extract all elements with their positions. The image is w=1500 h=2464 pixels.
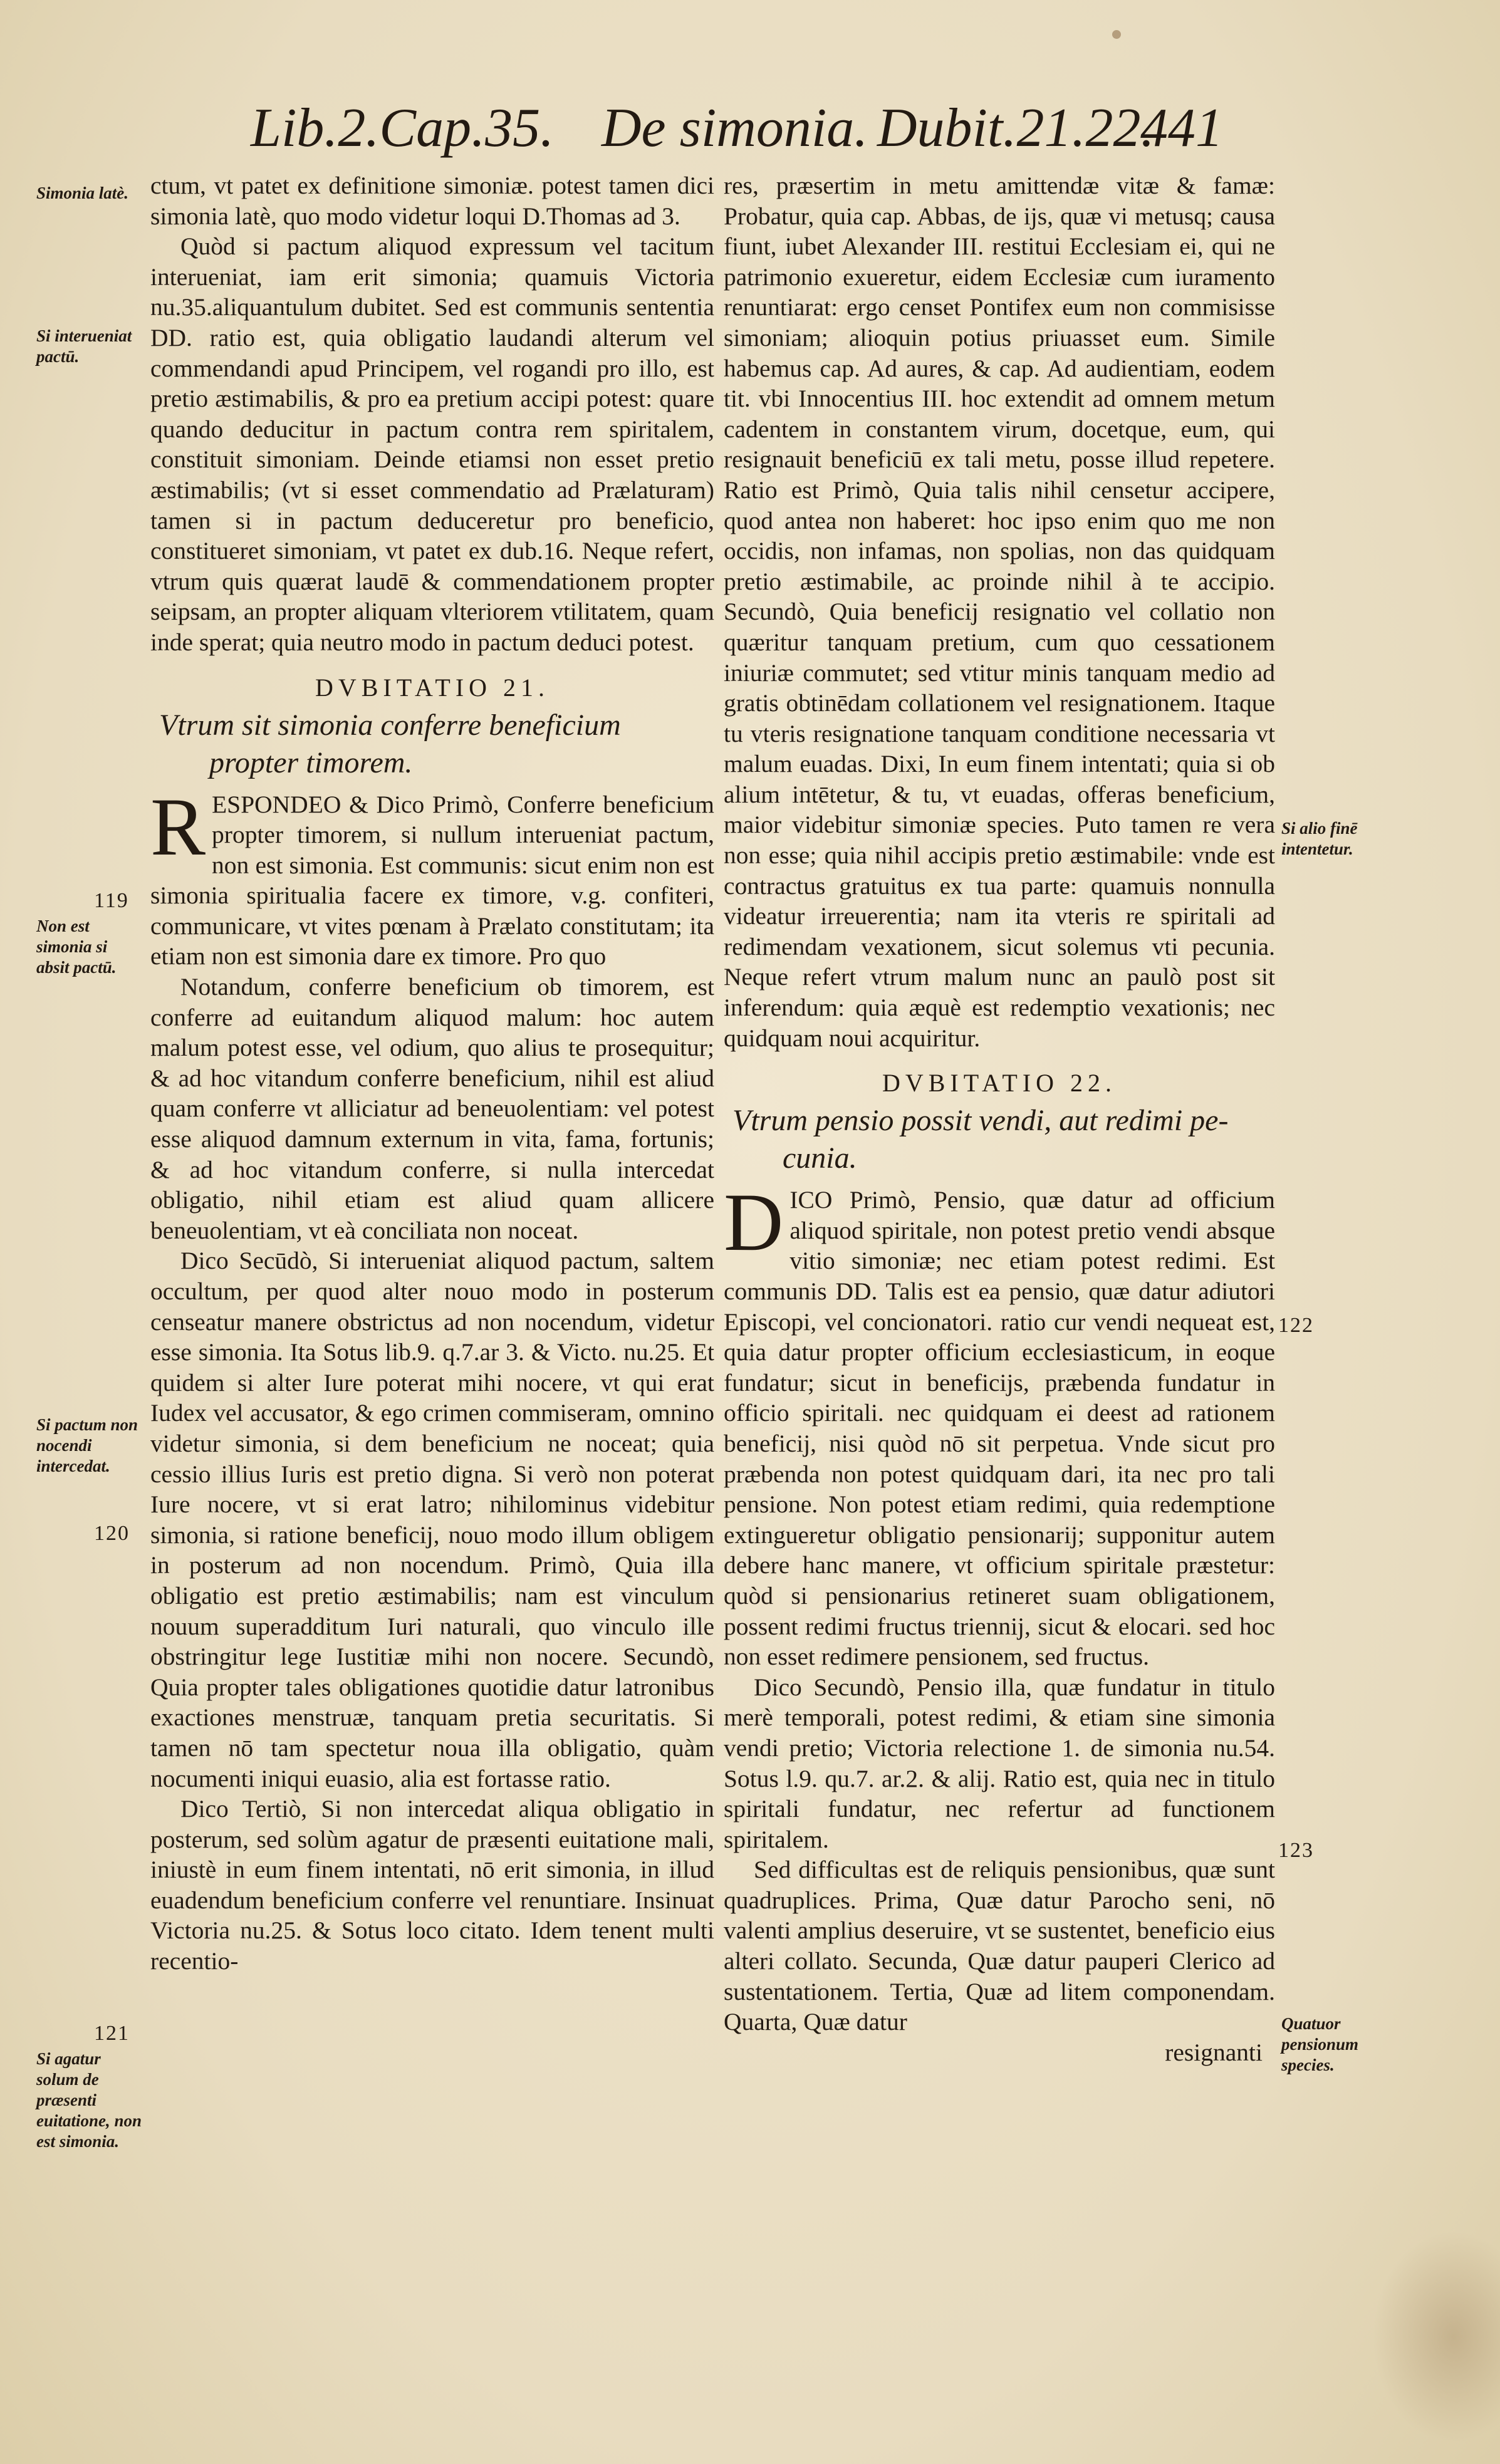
- margin-note: Non est simonia si absit pactū.: [36, 917, 117, 977]
- section-heading: DVBITATIO 22.: [882, 1069, 1117, 1098]
- paragraph: Dico Secūdò, Si interueniat aliquod pactum, saltem occultum, per quod alter nouo modo in posterum censeatur manere obstrictus ad non nocendum, videtur esse simonia. Ita Sotus lib.9. q.7.ar 3. & Victo. nu.25. Et quidem si alter Iure poterat mihi nocere, vt qui erat Iudex vel accusator, & ego crimen commiseram, omnino videtur simonia, si dem beneficium ne noceat; quia cessio illius Iuris est pretio digna. Si verò non poterat Iure nocere, vt si erat latro; nihilominus videbitur simonia, si ratione beneficij, nouo modo illum obligem in posterum ad non nocendum. Primò, Quia illa obligatio est pretio æstimabilis; nam est vinculum nouum superadditum Iuri naturali, quo vinculo ille obstringitur lege Iustitiæ mihi non nocere. Secundò, Quia propter tales obligationes quotidie datur latronibus exactiones menstruæ, tanquam pretia securitatis. Si tamen nō tam spectetur noua illa obligatio, quàm nocumenti iniqui euasio, alia est fortasse ratio.: [150, 1247, 714, 1792]
- margin-note: Si interueniat pactū.: [36, 326, 132, 366]
- paragraph: Quòd si pactum aliquod expressum vel tacitum interueniat, iam erit simonia; quamuis Victoria nu.35.aliquantulum dubitet. Sed est communis sententia DD. ratio est, quia obligatio laudandi alterum vel commendandi apud Principem, vel rogandi pro illo, est pretio æstimabilis, & pro ea pretium accipi potest: quare quando deducitur in pactum contra rem spiritalem, constituit simoniam. Deinde etiamsi non esset pretio æstimabilis; (vt si esset commendatio ad Prælaturam) tamen si in pactum deduceretur pro beneficio, constitueret simoniam, vt patet ex dub.16. Neque refert, vtrum quis quærat laudē & commendationem propter seipsam, an propter aliquam vlteriorem vtilitatem, quam inde sperat; quia neutro modo in pactum deduci potest.: [150, 232, 714, 656]
- page-number: 441: [1140, 98, 1223, 159]
- paragraph: [150, 780, 714, 972]
- drop-cap: R: [150, 780, 206, 873]
- question-line: Vtrum pensio possit vendi, aut redimi pe-: [732, 1104, 1229, 1138]
- section-heading: DVBITATIO 21.: [315, 673, 550, 702]
- paragraph-number: 123: [1278, 1839, 1314, 1862]
- question-line: cunia.: [783, 1141, 857, 1175]
- paragraph: [724, 1176, 1275, 1672]
- left-column: [150, 170, 714, 1977]
- paragraph: Notandum, conferre beneficium ob timorem, est conferre ad euitandum aliquod malum: hoc autem malum potest esse, vel odium, quo alius te prosequitur; & ad hoc vitandum conferre beneficium, nihil est aliud quam conferre vt alliciatur ad beneuolentiam: vel potest esse aliquod damnum externum in vita, fama, fortunis; & ad hoc vitandum conferre, si nulla intercedat obligatio, nihil etiam est aliud quam allicere beneuolentiam, vt eà conciliata non noceat.: [150, 973, 714, 1244]
- margin-note: Si pactum non nocendi intercedat.: [36, 1415, 138, 1475]
- paragraph: ctum, vt patet ex definitione simoniæ. potest tamen dici simonia latè, quo modo videtur loqui D.Thomas ad 3.: [150, 172, 714, 230]
- paragraph: res, præsertim in metu amittendæ vitæ & famæ: Probatur, quia cap. Abbas, de ijs, quæ vi metusq; causa fiunt, iubet Alexander III. restitui Ecclesiam ei, qui ne patrimonio exueretur, eidem Ecclesiæ cum iuramento renuntiarat: ergo censet Pontifex eum non commisisse simoniam; alioquin potius priuasset eum. Simile habemus cap. Ad aures, & cap. Ad audientiam, eodem tit. vbi Innocentius III. hoc extendit ad omnem metum cadentem in constantem virum, docetque, eum, qui resignauit beneficiū ex tali metu, posse illud repetere. Ratio est Primò, Quia talis nihil censetur accipere, quod antea non haberet: hoc ipso enim quo me non occidis, non infamas, non spolias, non das quidquam pretio æstimabile, ac proinde nihil à te accipio. Secundò, Quia beneficij resignatio vel collatio non quæritur tanquam pretium, cum quo cessationem iniuriæ commutet; sed vtitur minis tanquam medio ad gratis obtinēdam collationem vel resignationem. Itaque tu vteris resignatione tanquam conditione necessaria vt malum euadas. Dixi, In eum finem intentati; quia si ob alium intētetur, & tu, vt euadas, offeras beneficium, maior videbitur simoniæ species. Puto tamen re vera non esse; quia nihil accipis pretio æstimabile: vnde est contractus gratuitus ex tua parte: quamuis nonnulla videatur irreuerentia; nam ita vteris re spiritali ad redimendam vexationem, sicut solemus vti pecunia. Neque refert vtrum malum nunc an paulò post sit inferendum: quia æquè est redemptio vexationis; nec quidquam noui acquiritur.: [724, 172, 1275, 1052]
- right-column: [724, 170, 1275, 2067]
- margin-note: Si agatur solum de præsenti euitatione, non est simonia.: [36, 2049, 142, 2151]
- running-head-book: Lib.2.Cap.35.: [251, 98, 555, 159]
- paragraph-number: 122: [1278, 1314, 1314, 1337]
- foxing-spot: [1112, 30, 1121, 39]
- question-line: propter timorem.: [209, 746, 413, 779]
- margin-note: Simonia latè.: [36, 184, 129, 202]
- running-head-dubit: Dubit.21.22.: [877, 98, 1155, 159]
- stain: [1372, 2230, 1500, 2443]
- paragraph-text: ICO Primò, Pensio, quæ datur ad officium aliquod spiritale, non potest pretio vendi absque vitio simoniæ; nec etiam potest redimi. Est communis DD. Talis est ea pensio, quæ datur adiutori Episcopi, vel concionatori. ratio cur vendi nequeat est, quia datur propter officium ecclesiasticum, in eoque fundatur; sicut in beneficijs, præbenda fundatur in officio spiritali. nec quidquam ei deest ad rationem beneficij, nisi quòd nō sit perpetua. Vnde sicut pro præbenda non potest quidquam dari, ita nec pro tali pensione. Non potest etiam redimi, quia redemptione extingueretur obligatio pensionarij; supponitur autem debere hanc manere, vt officium spiritale præstetur: quòd si pensionarius retineret suam obligationem, possent redimi fructus triennij, sicut & elocari. sed hoc non esset redimere pensionem, sed fructus.: [724, 1186, 1275, 1671]
- paragraph-number: 120: [94, 1522, 130, 1545]
- section-question: [150, 707, 714, 782]
- paragraph: Dico Secundò, Pensio illa, quæ fundatur in titulo merè temporali, potest redimi, & etiam sine simonia vendi pretio; Victoria relectione 1. de simonia nu.54. Sotus l.9. qu.7. ar.2. & alij. Ratio est, quia nec in titulo spiritali fundatur, nec refertur ad functionem spiritalem.: [724, 1673, 1275, 1853]
- catchword: resignanti: [1165, 2038, 1263, 2066]
- section-question: [724, 1102, 1275, 1177]
- drop-cap: D: [724, 1176, 784, 1269]
- margin-note: Quatuor pensionum species.: [1281, 2014, 1359, 2074]
- paragraph: Sed difficultas est de reliquis pensionibus, quæ sunt quadruplices. Prima, Quæ datur Parocho seni, nō valenti amplius deseruire, vt se sustentet, beneficio eius alteri collato. Secunda, Quæ datur pauperi Clerico ad sustentationem. Tertia, Quæ ad litem componendam. Quarta, Quæ datur: [724, 1856, 1275, 2036]
- question-line: Vtrum sit simonia conferre beneficium: [159, 708, 621, 742]
- paragraph-number: 119: [94, 889, 129, 912]
- margin-note: Si alio finē intentetur.: [1281, 819, 1358, 858]
- running-head: [251, 94, 1278, 163]
- running-head-topic: De simonia.: [602, 98, 868, 159]
- paragraph-text: ESPONDEO & Dico Primò, Conferre beneficium propter timorem, si nullum interueniat pactum, non est simonia. Est communis: sicut enim non est simonia spiritualia facere ex timore, v.g. confiteri, communicare, vt vites pœnam à Prælato constitutam; ita etiam non est simonia dare ex timore. Pro quo: [150, 790, 714, 970]
- paragraph-number: 121: [94, 2022, 130, 2045]
- paragraph: Dico Tertiò, Si non intercedat aliqua obligatio in posterum, sed solùm agatur de præsenti euitatione mali, iniustè in eum finem intentati, nō erit simonia, in illud euadendum beneficium conferre vel renuntiare. Insinuat Victoria nu.25. & Sotus loco citato. Idem tenent multi recentio-: [150, 1795, 714, 1975]
